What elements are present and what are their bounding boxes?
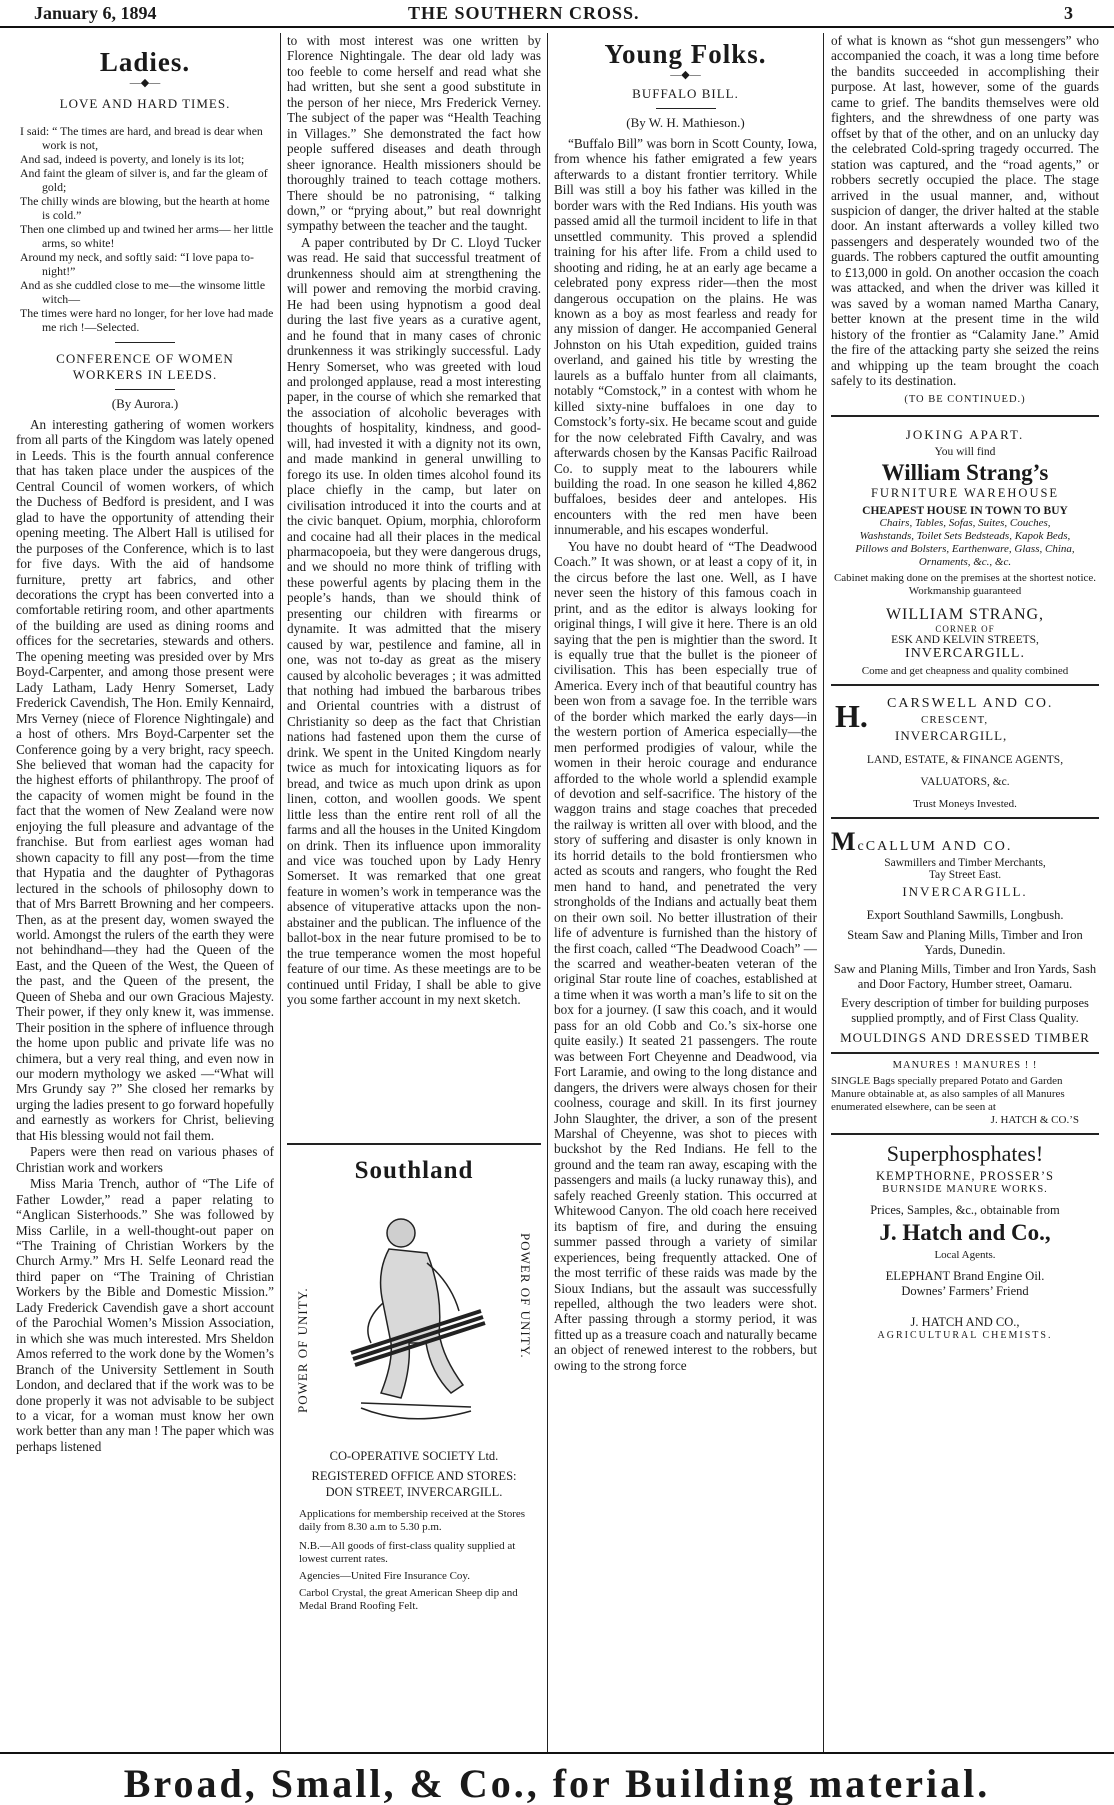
carswell-business: LAND, ESTATE, & FINANCE AGENTS, xyxy=(866,754,1064,767)
mccallum-every: Every description of timber for building purposes supplied promptly, and of First Class Quality. xyxy=(841,996,1089,1026)
strang-name: William Strang’s xyxy=(881,460,1049,486)
manures-heading: MANURES ! MANURES ! ! xyxy=(892,1060,1038,1072)
super-prices: Prices, Samples, &c., obtainable from xyxy=(870,1203,1060,1218)
super-downes: Downes’ Farmers’ Friend xyxy=(901,1284,1029,1299)
poem-title: LOVE AND HARD TIMES. xyxy=(59,96,231,111)
super-hatch: J. Hatch and Co., xyxy=(879,1220,1051,1246)
page-number: 3 xyxy=(1064,3,1073,23)
mccallum-name: cCALLUM AND CO. xyxy=(857,839,1013,855)
footer-advertisement xyxy=(0,1752,1114,1804)
divider xyxy=(656,108,716,109)
article-title: BUFFALO BILL. xyxy=(632,86,739,101)
manures-ad xyxy=(831,1052,1099,1133)
masthead xyxy=(0,0,1114,28)
section-title-young-folks: Young Folks. xyxy=(604,39,767,69)
strang-cabinet: Cabinet making done on the premises at the shortest notice. Workmanship guaranteed xyxy=(833,572,1097,598)
carswell-town: INVERCARGILL, xyxy=(895,728,1008,744)
mccallum-town: INVERCARGILL. xyxy=(902,884,1028,900)
southland-title: Southland xyxy=(354,1157,474,1184)
society-name: CO-OPERATIVE SOCIETY Ltd. xyxy=(329,1449,499,1463)
ornament-diamond: —◆— xyxy=(670,69,701,81)
super-agents: Local Agents. xyxy=(934,1249,996,1262)
carswell-ad xyxy=(831,684,1099,817)
strang-ad xyxy=(831,415,1099,678)
column-four xyxy=(831,33,1099,1751)
strang-joking: JOKING APART. xyxy=(905,427,1025,443)
carswell-initial: H. xyxy=(835,698,868,735)
issue-date: January 6, 1894 xyxy=(34,3,157,23)
poem-line: The times were hard no longer, for her love had made me rich !—Selected. xyxy=(20,306,274,334)
article-paragraph: A paper contributed by Dr C. Lloyd Tucker was read. He said that successful treatment of drunkenness should aim at strengthening the will power and removing the morbid craving. He had been using hypnotism a good deal during the last five years as a curative agent, and he found that in many cases of chronic drunkenness it was strikingly successful. Lady Henry Somerset, who was greeted with loud and prolonged applause, read a most interesting paper, in the course of which she remarked that the association of alcoholic beverages with thoughts of hospitality, kindness, and good-will, had invested it with a dignity not its own, and made mankind in general unwilling to forego its use. In olden times alcohol found its place chiefly in the camp, but later on civilisation introduced it into the courts and at the civic banquet. Opium, morphia, chloroform and cocaine had all their places in the medical pharmacopoeia, but they were dangerous drugs, and we should no more think of trifling with these powerful agents by placing them in the people’s hands, than we should think of presenting our children with firearms or dynamite. It was admitted that the misery caused by war, pestilence and famine, all in one, was not to-day as great as the misery caused by alcoholic beverages ; it was admitted that nothing had imbued the barbarous tribes and Oriental countries with a distrust of Christianity so deep as the fact that Christian nations had fastened upon them the curse of drink. We spent in the United Kingdom nearly twice as much for intoxicating liquors as for bread, and twice as much upon drink as upon linen, cotton, and woollen goods. We spent little less than the entire rent roll of all the farms and all the houses in the United Kingdom on drink. Then its influence upon immorality and vice was touched upon by Lady Henry Somerset. It was remarked that one great feature in women’s work in temperance was the absence of vituperative attacks upon the non-abstainer and the publican. The influence of the ballot-box in the near future promised to be to the true temperance women the most hopeful feature of our time. As these meetings are to be continued until Friday, I shall be able to give you some farther account in my next sketch. xyxy=(287,234,541,1008)
article-title: CONFERENCE OF WOMEN WORKERS IN LEEDS. xyxy=(56,351,234,382)
society-carbol: Carbol Crystal, the great American Sheep dip and Medal Brand Roofing Felt. xyxy=(299,1587,518,1612)
ornament-diamond: —◆— xyxy=(129,77,161,89)
divider xyxy=(115,389,175,390)
society-applications: Applications for membership received at the Stores daily from 8.30 a.m to 5.30 p.m. xyxy=(299,1508,526,1533)
poem-line: And sad, indeed is poverty, and lonely is its lot; xyxy=(20,152,245,166)
poem xyxy=(16,124,274,334)
super-footer-name: J. HATCH AND CO., xyxy=(910,1315,1020,1330)
southland-illustration-block xyxy=(287,1193,541,1443)
super-chemists: AGRICULTURAL CHEMISTS. xyxy=(877,1330,1053,1342)
mccallum-export: Export Southland Sawmills, Longbush. xyxy=(866,908,1064,923)
column-two xyxy=(287,33,541,1751)
poem-line: And as she cuddled close to me—the winsome little witch— xyxy=(20,278,266,306)
super-title: Superphosphates! xyxy=(886,1141,1044,1167)
column-young-folks xyxy=(554,33,817,1751)
byline: (By Aurora.) xyxy=(111,396,179,411)
newspaper-title: THE SOUTHERN CROSS. xyxy=(408,3,640,23)
super-makers: KEMPTHORNE, PROSSER’S xyxy=(876,1169,1054,1184)
side-text-right: POWER OF UNITY. xyxy=(518,1233,533,1359)
article-paragraph: Miss Maria Trench, author of “The Life of Father Lowder,” read a paper relating to “Anglican Sisterhoods.” She was followed by Miss Carlile, in a well-thought-out paper on “The Training of Christian Workers by the Church Army.” Mrs H. Selfe Leonard read the third paper on “The Training of Christian Workers by the Bible and Domestic Mission.” Lady Frederick Cavendish gave a short account of the Parochial Women’s Mission Association, in which she was much interested. Mrs Sheldon Amos referred to the work done by the Women’s Branch of the University Settlement in South London, and declared that if the work was to be done properly it was not advisable to be subject to a vicar, for a woman must know her own work better than any man ! The paper which was perhaps listened xyxy=(16,1176,274,1454)
mccallum-trade: Sawmillers and Timber Merchants, xyxy=(884,857,1046,870)
strang-streets: ESK AND KELVIN STREETS, xyxy=(891,634,1039,647)
mccallum-ad xyxy=(831,817,1099,1052)
article-paragraph: “Buffalo Bill” was born in Scott County, Iowa, from whence his father emigrated a few years afterwards to a distant frontier territory. While Bill was still a boy his father was killed in the border wars with the Red Indians. His youth was passed amid all the turmoil incident to life in that unsettled community. This proved a splendid training for his after life. From a child used to shooting and riding, he at an early age became a celebrated pony express rider—then the most dangerous occupation on the plains. He was known as a boy as most fearless and ready for any mission of danger. He accompanied General Johnston on his Utah expedition, guided trains overland, and gained his title by wresting the laurels as a buffalo hunter from all claimants, notably “Comstock,” in a contest with whom he killed sixty-nine buffaloes in one day to Comstock’s forty-six. He became scout and guide for the now celebrated Fifth Cavalry, and was afterwards chosen by the Kansas Pacific Railroad Co. to supply meat to the labourers while building the road. In one season he killed 4,862 buffaloes, besides deer and antelopes. His encounters with the red men have been innumerable, and his escapes wonderful. xyxy=(554,136,817,538)
society-nb: N.B.—All goods of first-class quality supplied at lowest current rates. xyxy=(299,1540,516,1565)
article-paragraph: of what is known as “shot gun messengers” who accompanied the coach, it was a long time before the bandits succeeded in accomplishing their purpose. At last, however, some of the guards came to grief. The bandits themselves were old fighters, and the shrewdness of one party was offset by that of the other, and on an unlucky day the celebrated Cold-spring tragedy occurred. The station was captured, and the “road agents,” or robbers secretly occupied the place. The stage arrived in the usual manner, and, without suspicion of danger, the driver halted at the stable door. An instant afterwards a volley killed two passengers and desperately wounded two of the guards. The robbers captured the outfit amounting to £13,000 in gold. On another occasion the coach was attacked, and when the driver was killed it was saved by a woman named Martha Canary, better known at the present time in the wild history of the frontier as “Calamity Jane.” Amid the fire of the attacking party she seized the reins and whipping up the team brought the coach safely to its destination. xyxy=(831,33,1099,388)
super-elephant: ELEPHANT Brand Engine Oil. xyxy=(885,1269,1045,1284)
strang-warehouse: FURNITURE WAREHOUSE xyxy=(870,486,1060,501)
article-paragraph: Papers were then read on various phases of Christian work and workers xyxy=(16,1144,274,1175)
poem-line: I said: “ The times are hard, and bread is dear when work is not, xyxy=(20,124,263,152)
divider xyxy=(115,342,175,343)
mccallum-initial: M xyxy=(831,827,858,857)
poem-line: Around my neck, and softly said: “I love papa to-night!” xyxy=(20,250,254,278)
strang-owner: WILLIAM STRANG, xyxy=(885,606,1045,624)
manures-body: SINGLE Bags specially prepared Potato and Garden Manure obtainable at, as also samples of all Manures enumerated elsewhere, can be seen at xyxy=(831,1075,1065,1114)
strang-town: INVERCARGILL. xyxy=(905,646,1025,662)
super-works: BURNSIDE MANURE WORKS. xyxy=(882,1184,1048,1196)
strang-you-find: You will find xyxy=(934,446,996,459)
society-agencies: Agencies—United Fire Insurance Coy. xyxy=(299,1570,470,1582)
mccallum-steam: Steam Saw and Planing Mills, Timber and Iron Yards, Dunedin. xyxy=(847,928,1083,958)
strang-cheapest: CHEAPEST HOUSE IN TOWN TO BUY xyxy=(862,505,1068,518)
bundle-of-sticks-illustration xyxy=(331,1193,497,1443)
strang-corner: CORNER OF xyxy=(935,624,995,635)
society-offices: REGISTERED OFFICE AND STORES: DON STREET, INVERCARGILL. xyxy=(311,1469,517,1499)
byline: (By W. H. Mathieson.) xyxy=(626,115,745,130)
column-rule xyxy=(823,33,824,1753)
mccallum-street: Tay Street East. xyxy=(928,869,1002,882)
southland-ad xyxy=(287,1143,541,1751)
mccallum-heading xyxy=(831,827,1099,857)
poem-line: And faint the gleam of silver is, and far the gleam of gold; xyxy=(20,166,268,194)
carswell-name: CARSWELL AND CO. xyxy=(887,696,1054,712)
strang-items: Chairs, Tables, Sofas, Suites, Couches, Washstands, Toilet Sets Bedsteads, Kapok Beds, Pillows and Bolsters, Earthenware, Glass, China, Ornaments, &c., &c. xyxy=(855,517,1075,569)
poem-line: Then one climbed up and twined her arms— her little arms, so white! xyxy=(20,222,274,250)
carswell-valuators: VALUATORS, &c. xyxy=(920,776,1010,789)
article-paragraph: to with most interest was one written by Florence Nightingale. The dear old lady was too feeble to come herself and read what she had written, but she sent a good substitute in the person of her niece, Mrs Frederick Verney. The subject of the paper was “Health Teaching in Villages.” She demonstrated the fact how people suffered diseases and death through sheer ignorance. Health missioners should be thoroughly trained to teach cottage mothers. There should be no patronising, “ talking down,” or “prying about,” but real downright sympathy between the teacher and the taught. xyxy=(287,33,541,234)
section-title-ladies: Ladies. xyxy=(99,47,191,77)
article-paragraph: An interesting gathering of women workers from all parts of the Kingdom was lately opened in Leeds. This is the fourth annual conference that has taken place under the auspices of the Central Council of women workers, of which the Duchess of Bedford is president, and I was glad to have the opportunity of attending their opening meeting. The Albert Hall is utilised for the purposes of the Conference, which is to last for five days. With the aid of handsome furniture, pretty art fabrics, and other decorations the crypt has been converted into a comfortable retiring room, and other apartments of the building are used as dining rooms and offices for the secretaries, stewards and others. The opening meeting was presided over by Mrs Boyd-Carpenter, and among those present were Lady Latham, Lady Henry Somerset, Lady Frederick Cavendish, The Hon. Emily Kennaird, Mrs Verney (niece of Florence Nightingale) and a host of others. Mrs Boyd-Carpenter set the Conference going by a very bright, racy speech. She believed that woman had the capacity for the highest efforts of philanthropy. The proof of the capacity of women might be found in the fact that the women of New Zealand were now enjoying the full pleasure and advantage of the franchise. But from earliest ages woman had shown capacity to fill any post—from the time that Hypatia and the daughter of Pythagoras lectured in the schools of philosophy down to that of Mrs Barrett Browning and her compeers. Then, as at the present day, women swayed the world. Amongst the rulers of the earth they were not behindhand—they had the Queen of the East, and the Queen of the West, the Queen of the past, and the Queen of the present, the Queen of Sheba and our own Gracious Majesty. Their power, if they only knew it, was immense. Their position in the sphere of influence through the home upon public and private life was no chimera, but a very real thing, and even now in our modern mythology we asked —“What will Mrs Grundy say ?” She closed her remarks by urging the ladies present to go forward hopefully and earnestly as workers for Christ, believing that His blessing would not fail them. xyxy=(16,417,274,1143)
side-text-left: POWER OF UNITY. xyxy=(295,1287,310,1413)
superphosphates-ad xyxy=(831,1133,1099,1345)
column-ladies xyxy=(16,33,274,1751)
to-be-continued: (TO BE CONTINUED.) xyxy=(904,394,1026,406)
article-paragraph: You have no doubt heard of “The Deadwood Coach.” It was shown, or at least a copy of it, in the circus before the last one. Well, as I have never seen the history of this famous coach in print, and as the editor is always looking for original things, I will give it here. There is an old saying that the pen is mightier than the sword. It is equally true that the bullet is the pioneer of civilisation. This has been especially true of America. Every inch of that beautiful country has been won from a savage foe. In the terrible wars of the border which marked the early days—in the western portion of America especially—the men performed prodigies of valour, while the women in their heroic courage and endurance afforded to the whole world a splendid example of devotion and self-sacrifice. The history of the waggon trains and stage coaches that preceded the railway is written all over with blood, and the story of suffering and disaster is only known in its horrid details to the bold frontiersmen who acted as scouts and rangers, who fought the Red men hand to hand, and penetrated the very strongholds of the Indians and actually beat them on their own soil. No better illustration of their life of adventure is furnished than the history of the first coach, called “The Deadwood Coach” —the scarred and weather-beaten veteran of the original Star route line of coaches, established at a time when it was worth a man’s life to sit on the box for a journey. (I saw this coach, and it would pass for an old Cobb and Co.’s six-horse one quite easily.) It seated 21 passengers. The route was between Fort Cheyenne and Deadwood, via Fort Laramie, and owing to the long distance and dangers, the drivers were always chosen for their coolness, courage and skill. In its first journey John Slaughter, the driver, a son of the present Marshal of Cheyenne, was shot to pieces with buckshot by the Red Indians. He fell to the ground and the team ran away, escaping with the passengers and mails (a lucky runaway this), and safely reached Greenly station. This occurred at Whitewood Canyon. The old coach here received its baptism of fire, and during the ensuing summer passed through a variety of similar experiences, being frequently attacked. One of the most terrific of these raids was made by the Sioux Indians, but the assault was successfully repelled, although the two leaders were shot. After passing through a stormy period, it was fitted up as a treasure coach and naturally became an object of renewed interest to the robbers, but owing to the strong force xyxy=(554,538,817,1373)
strang-tagline: Come and get cheapness and quality combined xyxy=(861,665,1069,678)
carswell-trust: Trust Moneys Invested. xyxy=(913,798,1017,811)
footer-ad-text: Broad, Small, & Co., for Building material. xyxy=(123,1761,991,1805)
column-rule xyxy=(547,33,548,1753)
mccallum-saw: Saw and Planing Mills, Timber and Iron Yards, Sash and Door Factory, Humber street, Oamaru. xyxy=(833,962,1097,992)
carswell-street: CRESCENT, xyxy=(921,714,989,727)
manures-sign: J. HATCH & CO.’S xyxy=(990,1114,1079,1127)
mccallum-mouldings: MOULDINGS AND DRESSED TIMBER xyxy=(840,1030,1090,1046)
column-rule xyxy=(280,33,281,1753)
poem-line: The chilly winds are blowing, but the hearth at home is cold.” xyxy=(20,194,270,222)
